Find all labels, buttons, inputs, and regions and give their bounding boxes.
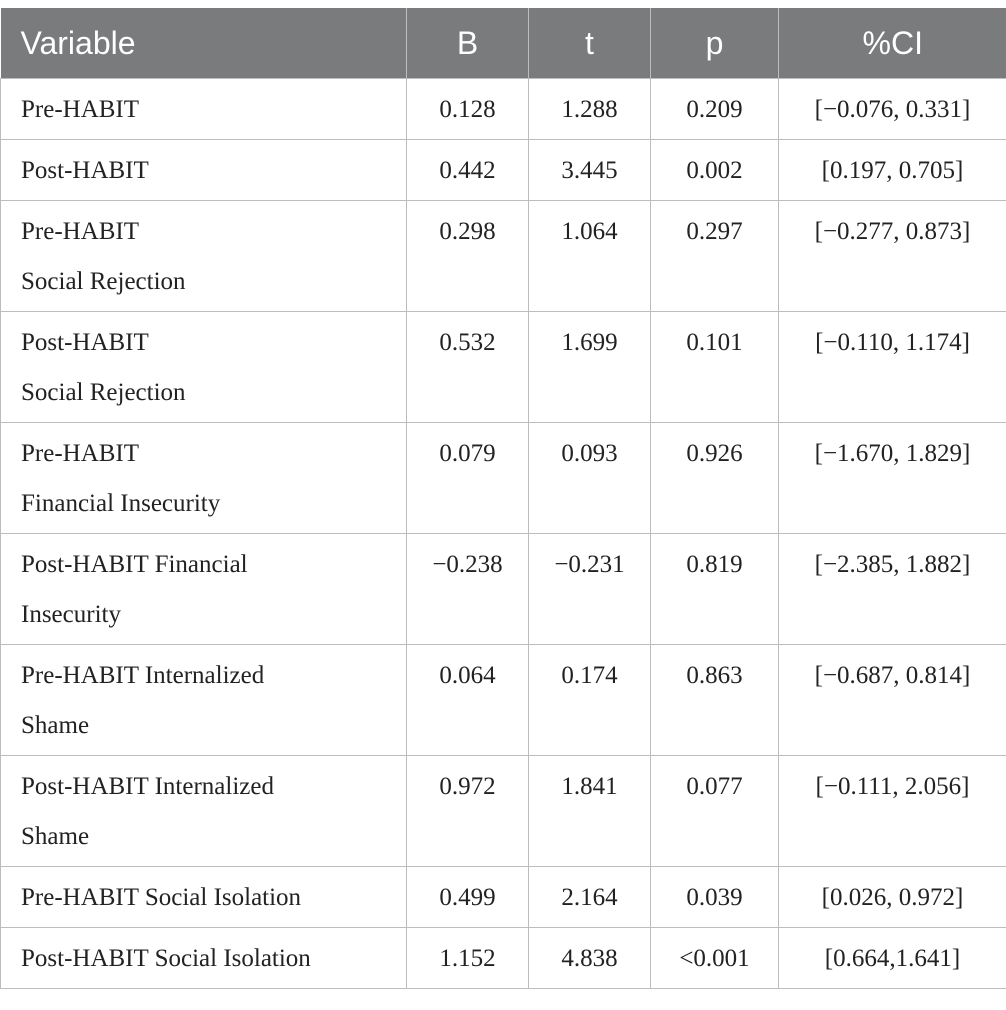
- header-b: B: [407, 8, 529, 79]
- cell-ci: [0.197, 0.705]: [779, 140, 1006, 201]
- cell-p: 0.209: [651, 79, 779, 140]
- cell-b: 0.064: [407, 645, 529, 756]
- cell-b: 0.972: [407, 756, 529, 867]
- cell-b: −0.238: [407, 534, 529, 645]
- table-header: [1, 8, 1006, 79]
- table-row: [1, 928, 1006, 989]
- cell-b: 0.442: [407, 140, 529, 201]
- table-row: [1, 79, 1006, 140]
- cell-b: 0.128: [407, 79, 529, 140]
- cell-p: 0.002: [651, 140, 779, 201]
- cell-ci: [−0.687, 0.814]: [779, 645, 1006, 756]
- table-row: [1, 756, 1006, 867]
- cell-b: 0.499: [407, 867, 529, 928]
- table-row: [1, 645, 1006, 756]
- cell-p: <0.001: [651, 928, 779, 989]
- cell-variable: Pre-HABIT Social Isolation: [1, 867, 407, 928]
- cell-t: 2.164: [529, 867, 651, 928]
- cell-ci: [−0.111, 2.056]: [779, 756, 1006, 867]
- header-ci: %CI: [779, 8, 1006, 79]
- cell-variable: Pre-HABIT Financial Insecurity: [1, 423, 407, 534]
- cell-p: 0.863: [651, 645, 779, 756]
- cell-p: 0.101: [651, 312, 779, 423]
- cell-ci: [0.026, 0.972]: [779, 867, 1006, 928]
- cell-ci: [−2.385, 1.882]: [779, 534, 1006, 645]
- header-variable: Variable: [1, 8, 407, 79]
- header-row: [1, 8, 1006, 79]
- table-row: [1, 867, 1006, 928]
- cell-p: 0.819: [651, 534, 779, 645]
- cell-b: 1.152: [407, 928, 529, 989]
- cell-t: 0.174: [529, 645, 651, 756]
- cell-b: 0.079: [407, 423, 529, 534]
- cell-t: 3.445: [529, 140, 651, 201]
- cell-p: 0.297: [651, 201, 779, 312]
- table-row: [1, 534, 1006, 645]
- table-row: [1, 423, 1006, 534]
- cell-variable: Pre-HABIT Social Rejection: [1, 201, 407, 312]
- cell-t: 0.093: [529, 423, 651, 534]
- cell-variable: Post-HABIT Financial Insecurity: [1, 534, 407, 645]
- cell-b: 0.298: [407, 201, 529, 312]
- cell-ci: [−0.076, 0.331]: [779, 79, 1006, 140]
- cell-t: 1.288: [529, 79, 651, 140]
- cell-variable: Pre-HABIT Internalized Shame: [1, 645, 407, 756]
- cell-ci: [−0.277, 0.873]: [779, 201, 1006, 312]
- cell-p: 0.039: [651, 867, 779, 928]
- cell-t: 4.838: [529, 928, 651, 989]
- header-t: t: [529, 8, 651, 79]
- cell-t: −0.231: [529, 534, 651, 645]
- table-row: [1, 201, 1006, 312]
- cell-variable: Pre-HABIT: [1, 79, 407, 140]
- table-row: [1, 312, 1006, 423]
- cell-variable: Post-HABIT Internalized Shame: [1, 756, 407, 867]
- cell-p: 0.077: [651, 756, 779, 867]
- table-row: [1, 140, 1006, 201]
- cell-t: 1.841: [529, 756, 651, 867]
- cell-b: 0.532: [407, 312, 529, 423]
- cell-t: 1.064: [529, 201, 651, 312]
- cell-p: 0.926: [651, 423, 779, 534]
- cell-variable: Post-HABIT Social Rejection: [1, 312, 407, 423]
- cell-variable: Post-HABIT: [1, 140, 407, 201]
- table-body: [1, 79, 1006, 989]
- cell-variable: Post-HABIT Social Isolation: [1, 928, 407, 989]
- cell-ci: [0.664,1.641]: [779, 928, 1006, 989]
- results-table-container: [0, 8, 1006, 989]
- cell-ci: [−0.110, 1.174]: [779, 312, 1006, 423]
- regression-results-table: [0, 8, 1006, 989]
- cell-t: 1.699: [529, 312, 651, 423]
- header-p: p: [651, 8, 779, 79]
- cell-ci: [−1.670, 1.829]: [779, 423, 1006, 534]
